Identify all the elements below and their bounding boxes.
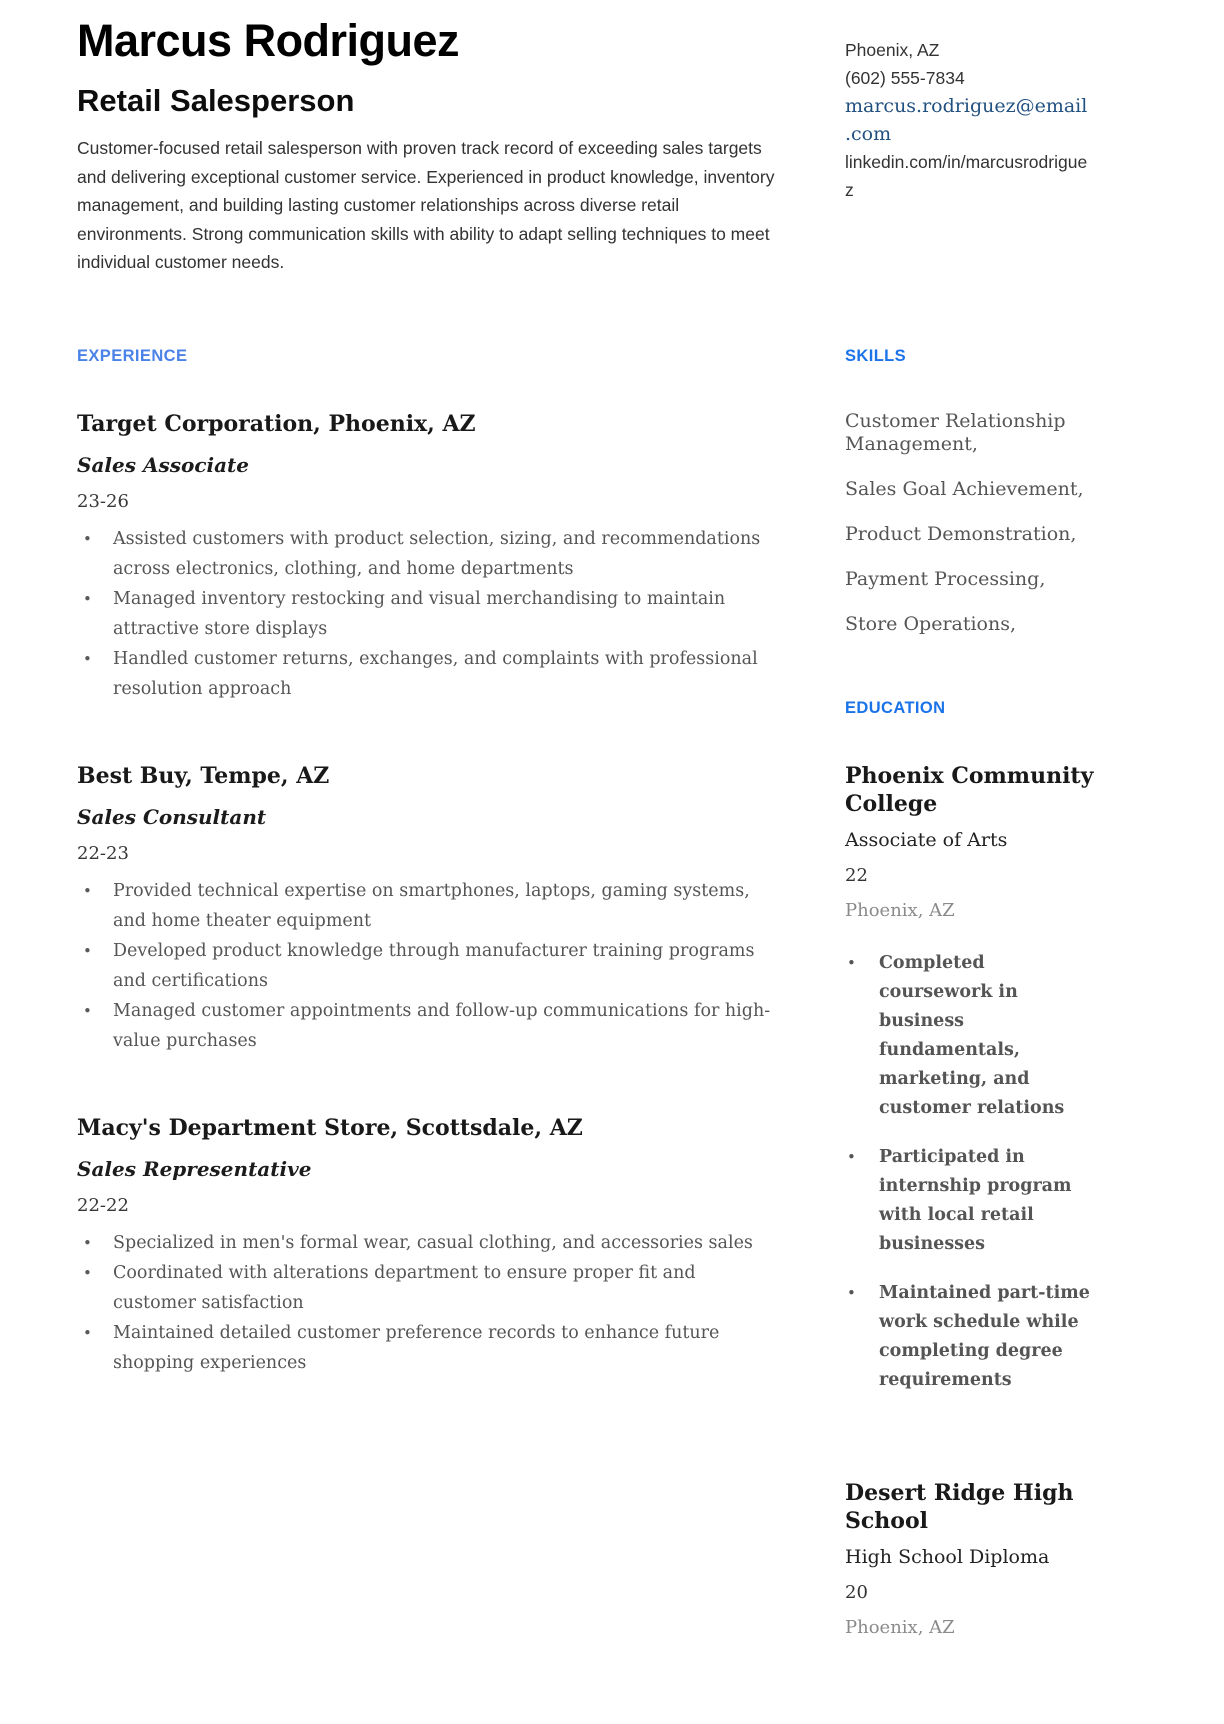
school-location: Phoenix, AZ [845,1617,955,1638]
job-bullet [77,584,782,644]
job-dates: 22-22 [77,1195,129,1216]
bullet-text: Completed coursework in business fundamentals, marketing, and customer relations [879,953,1065,1118]
body-columns [77,346,1101,1724]
job-bullet [77,936,782,996]
skill-item: Payment Processing, [845,568,1046,590]
contact-location: Phoenix, AZ [845,40,940,60]
bullet-icon: • [847,1284,856,1302]
job-bullet-list [77,876,782,1056]
summary-text: Customer-focused retail salesperson with proven track record of exceeding sales targets and delivering exceptional customer service. Experienced in product knowledge, inventory management, and building lasting customer relationships across diverse retail environments. Strong communication skills with ability to adapt selling techniques to meet individual customer needs. [77,138,775,272]
job-bullet [77,1318,782,1378]
company-name: Best Buy, Tempe, AZ [77,763,330,789]
header [77,14,782,277]
sidebar-column [845,346,1101,1724]
bullet-icon: • [847,1148,856,1166]
job-bullet [77,644,782,704]
bullet-icon: • [83,942,92,960]
bullet-text: Provided technical expertise on smartphones, laptops, gaming systems, and home theater equipment [113,881,750,931]
bullet-icon: • [83,1002,92,1020]
bullet-text: Specialized in men's formal wear, casual clothing, and accessories sales [113,1233,753,1253]
job-bullet-list [77,524,782,704]
job-dates: 22-23 [77,843,129,864]
bullet-icon: • [847,954,856,972]
school-name: Phoenix Community College [845,763,1094,817]
school-location: Phoenix, AZ [845,900,955,921]
job-title: Sales Consultant [77,805,267,829]
contact-block [845,36,1093,204]
job-bullet-list [77,1228,782,1378]
company-name: Target Corporation, Phoenix, AZ [77,411,476,437]
section-heading-skills: SKILLS [845,347,907,365]
job-title: Sales Representative [77,1157,312,1181]
person-name: Marcus Rodriguez [77,15,460,66]
education-section [845,698,1101,1640]
bullet-text: Developed product knowledge through manufacturer training programs and certifications [113,941,755,991]
contact-linkedin: linkedin.com/in/marcusrodriguez [845,152,1088,200]
bullet-text: Handled customer returns, exchanges, and complaints with professional resolution approach [113,649,758,699]
school-entry [845,1479,1101,1640]
education-bullet [845,949,1101,1123]
job-bullet [77,876,782,936]
job-bullet [77,1258,782,1318]
skill-item: Store Operations, [845,613,1017,635]
education-bullet-list [845,949,1101,1395]
bullet-text: Managed inventory restocking and visual merchandising to maintain attractive store displays [113,589,726,639]
bullet-text: Participated in internship program with local retail businesses [879,1147,1072,1254]
bullet-icon: • [83,1324,92,1342]
skill-item: Customer Relationship Management, [845,410,1066,455]
job-entry [77,1114,782,1378]
bullet-text: Maintained part-time work schedule while completing degree requirements [879,1283,1090,1390]
job-bullet [77,1228,782,1258]
degree: High School Diploma [845,1546,1050,1568]
education-bullet [845,1279,1101,1395]
job-title: Sales Associate [77,453,250,477]
contact-phone: (602) 555-7834 [845,68,965,88]
job-entry [77,410,782,704]
graduation-year: 20 [845,1582,868,1603]
degree: Associate of Arts [845,829,1008,851]
school-name: Desert Ridge High School [845,1480,1074,1534]
bullet-icon: • [83,590,92,608]
bullet-text: Maintained detailed customer preference records to enhance future shopping experiences [113,1323,720,1373]
bullet-icon: • [83,1234,92,1252]
company-name: Macy's Department Store, Scottsdale, AZ [77,1115,583,1141]
job-bullet [77,524,782,584]
person-job-title: Retail Salesperson [77,83,355,118]
bullet-icon: • [83,650,92,668]
bullet-text: Coordinated with alterations department to ensure proper fit and customer satisfaction [113,1263,696,1313]
graduation-year: 22 [845,865,868,886]
education-bullet [845,1143,1101,1259]
job-bullet [77,996,782,1056]
section-heading-experience: EXPERIENCE [77,347,188,365]
bullet-icon: • [83,530,92,548]
contact-email-link[interactable]: marcus.rodriguez@email.com [845,95,1088,145]
skill-item: Sales Goal Achievement, [845,478,1084,500]
bullet-icon: • [83,882,92,900]
section-heading-education: EDUCATION [845,699,946,717]
job-entry [77,762,782,1056]
skills-section [845,346,1101,636]
bullet-icon: • [83,1264,92,1282]
school-entry [845,762,1101,1395]
skill-item: Product Demonstration, [845,523,1077,545]
bullet-text: Managed customer appointments and follow-up communications for high-value purchases [113,1001,771,1051]
bullet-text: Assisted customers with product selection, sizing, and recommendations across electronics, clothing, and home departments [113,529,761,579]
experience-column [77,346,782,1724]
job-dates: 23-26 [77,491,129,512]
